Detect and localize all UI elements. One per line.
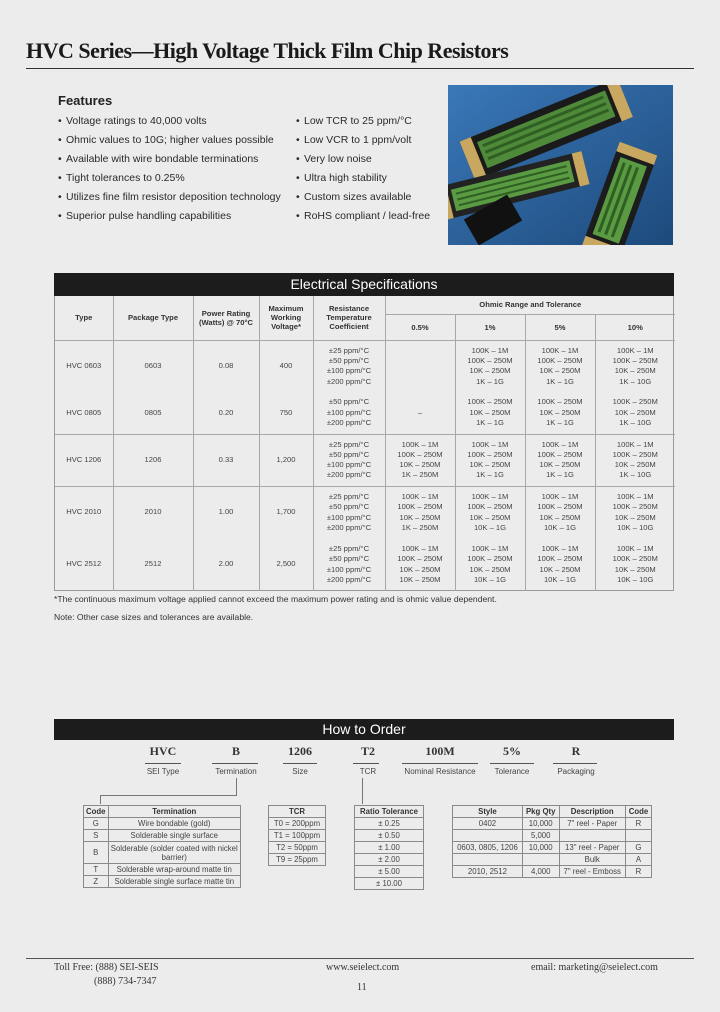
order-label-resistance: Nominal Resistance (404, 767, 476, 776)
tolerance-option: ± 10.00 (355, 878, 424, 890)
packaging-cell: 2010, 2512 (453, 866, 523, 878)
connector-line (236, 778, 237, 796)
termination-code-header: Code (84, 806, 109, 818)
spec-value: 100K – 1M (616, 439, 654, 449)
spec-tol-1 (455, 486, 525, 538)
termination-code: B (84, 842, 109, 864)
packaging-cell: 7" reel - Emboss (559, 866, 625, 878)
tcr-option: T0 = 200ppm (269, 818, 326, 830)
spec-value: 100K – 1M (401, 543, 439, 553)
spec-value: 1K – 1G (476, 470, 504, 480)
packaging-cell: 10,000 (522, 818, 559, 830)
other-sizes-note: Note: Other case sizes and tolerances are available. (54, 612, 254, 622)
packaging-cell: 0603, 0805, 1206 (453, 842, 523, 854)
feature-item: • Tight tolerances to 0.25% (66, 171, 281, 190)
packaging-cell (625, 830, 651, 842)
spec-value: ±200 ppm/°C (326, 418, 372, 428)
termination-table (83, 805, 241, 888)
spec-row (55, 486, 675, 538)
spec-value: ±25 ppm/°C (328, 492, 370, 502)
col-type: Type (75, 313, 93, 323)
spec-value: ±100 ppm/°C (326, 460, 372, 470)
packaging-cell: 0402 (453, 818, 523, 830)
order-code-tcr: T2 (360, 744, 375, 758)
spec-value: ±50 ppm/°C (328, 502, 370, 512)
spec-value: 1K – 10G (619, 376, 652, 386)
feature-item: • Ultra high stability (304, 171, 430, 190)
spec-row (55, 340, 675, 392)
table-row (84, 864, 241, 876)
spec-value: 10K – 250M (469, 512, 511, 522)
code-underline (145, 763, 181, 764)
footer-rule (26, 958, 694, 959)
spec-package: 0805 (113, 392, 193, 434)
spec-tol-10 (595, 340, 675, 392)
order-code-tolerance: 5% (503, 744, 521, 758)
col-tcr: Resistance Temperature Coefficient (313, 296, 385, 340)
feature-item: • Custom sizes available (304, 190, 430, 209)
feature-item: • Low TCR to 25 ppm/°C (304, 114, 430, 133)
spec-power: 0.20 (193, 392, 259, 434)
tcr-header: TCR (269, 806, 326, 818)
spec-value: 100K – 250M (467, 502, 513, 512)
spec-value: ±200 ppm/°C (326, 376, 372, 386)
spec-value: ±100 ppm/°C (326, 512, 372, 522)
feature-item: • Voltage ratings to 40,000 volts (66, 114, 281, 133)
spec-value: 10K – 250M (469, 564, 511, 574)
tolerance-option: ± 0.25 (355, 818, 424, 830)
feature-item: • Ohmic values to 10G; higher values possible (66, 133, 281, 152)
spec-value: 100K – 250M (467, 356, 513, 366)
spec-voltage: 400 (259, 340, 313, 392)
tolerance-option: ± 5.00 (355, 866, 424, 878)
spec-value: ±50 ppm/°C (328, 554, 370, 564)
termination-desc: Solderable (solder coated with nickel barrier) (108, 842, 241, 864)
spec-value: 10K – 250M (614, 460, 656, 470)
features-heading: Features (58, 93, 113, 108)
spec-value: ±25 ppm/°C (328, 439, 370, 449)
footer-email-link[interactable]: email: marketing@seielect.com (531, 962, 658, 973)
spec-value: 10K – 1G (543, 574, 577, 584)
order-code-termination: B (231, 744, 240, 758)
spec-row (55, 434, 675, 486)
packaging-cell: Bulk (559, 854, 625, 866)
code-underline (553, 763, 597, 764)
table-row (453, 854, 652, 866)
spec-value: 100K – 250M (537, 502, 583, 512)
spec-value: 100K – 250M (397, 502, 443, 512)
spec-tol-10 (595, 538, 675, 590)
col-tol-1: 1% (455, 314, 525, 340)
spec-value: 100K – 1M (471, 439, 509, 449)
spec-value: 100K – 250M (612, 397, 658, 407)
spec-type: HVC 0603 (55, 340, 113, 392)
spec-value: 100K – 1M (471, 345, 509, 355)
packaging-cell (453, 830, 523, 842)
termination-code: S (84, 830, 109, 842)
col-ohmic-range: Ohmic Range and Tolerance (385, 296, 675, 314)
spec-value: 10K – 250M (539, 407, 581, 417)
spec-value: ±50 ppm/°C (328, 449, 370, 459)
packaging-cell: 7" reel - Paper (559, 818, 625, 830)
how-to-order-heading: How to Order (54, 719, 674, 740)
spec-value: ±100 ppm/°C (326, 564, 372, 574)
tolerance-option: ± 0.50 (355, 830, 424, 842)
feature-item: • Utilizes fine film resistor deposition technology (66, 190, 281, 209)
spec-value: 10K – 250M (399, 564, 441, 574)
termination-header: Termination (108, 806, 241, 818)
order-label-size: Size (292, 767, 308, 776)
tolerance-header: Ratio Tolerance (355, 806, 424, 818)
table-row (84, 842, 241, 864)
table-row (453, 818, 652, 830)
spec-value: 1K – 10G (619, 470, 652, 480)
spec-value: 100K – 250M (612, 449, 658, 459)
order-label-packaging: Packaging (557, 767, 595, 776)
electrical-specs-heading: Electrical Specifications (54, 273, 674, 296)
spec-tol-05 (385, 538, 455, 590)
spec-row (55, 392, 675, 434)
spec-value: 100K – 250M (467, 397, 513, 407)
packaging-cell: 5,000 (522, 830, 559, 842)
packaging-cell: A (625, 854, 651, 866)
packaging-cell: 13" reel - Paper (559, 842, 625, 854)
spec-type: HVC 1206 (55, 434, 113, 486)
order-label-type: SEI Type (146, 767, 180, 776)
spec-value: 1K – 1G (476, 418, 504, 428)
order-code-type: HVC (149, 744, 177, 758)
spec-tol-10 (595, 392, 675, 434)
electrical-specs-table (54, 296, 674, 591)
spec-tol-5 (525, 340, 595, 392)
spec-value: 100K – 250M (397, 554, 443, 564)
spec-tol-05 (385, 340, 455, 392)
spec-value: 100K – 250M (467, 554, 513, 564)
spec-type: HVC 2512 (66, 559, 102, 569)
tolerance-option: ± 1.00 (355, 842, 424, 854)
spec-value: ±25 ppm/°C (328, 345, 370, 355)
order-code-resistance: 100M (425, 744, 455, 758)
spec-voltage: 750 (259, 392, 313, 434)
spec-tol-1 (455, 340, 525, 392)
spec-tcr (313, 340, 385, 392)
order-label-termination: Termination (215, 767, 257, 776)
spec-value: 100K – 250M (612, 502, 658, 512)
col-tol-10: 10% (595, 314, 675, 340)
connector-line (100, 795, 237, 796)
spec-tcr (313, 392, 385, 434)
spec-value: 10K – 250M (614, 512, 656, 522)
spec-tol-05 (385, 486, 455, 538)
table-row (84, 818, 241, 830)
spec-value: 10K – 1G (473, 522, 507, 532)
spec-value: 1K – 1G (546, 418, 574, 428)
footer-toll-free: Toll Free: (888) SEI-SEIS (54, 962, 159, 973)
spec-tcr (313, 486, 385, 538)
code-underline (353, 763, 379, 764)
termination-desc: Wire bondable (gold) (108, 818, 241, 830)
termination-code: T (84, 864, 109, 876)
spec-value: 100K – 1M (616, 492, 654, 502)
spec-value: 100K – 1M (401, 492, 439, 502)
spec-value: ±50 ppm/°C (328, 397, 370, 407)
termination-desc: Solderable single surface matte tin (108, 876, 241, 888)
col-package: Package Type (113, 296, 193, 340)
tolerance-option: ± 2.00 (355, 854, 424, 866)
packaging-cell: 10,000 (522, 842, 559, 854)
spec-value: 10K – 1G (543, 522, 577, 532)
col-power: Power Rating (Watts) @ 70°C (193, 296, 259, 340)
spec-value: 10K – 250M (614, 366, 656, 376)
feature-item: • Superior pulse handling capabilities (66, 209, 281, 228)
packaging-cell: R (625, 866, 651, 878)
spec-value: – (417, 407, 423, 417)
spec-value: 10K – 250M (469, 407, 511, 417)
spec-value: 100K – 250M (537, 397, 583, 407)
spec-value: ±200 ppm/°C (326, 574, 372, 584)
spec-value: 100K – 250M (537, 356, 583, 366)
order-label-tolerance: Tolerance (494, 767, 530, 776)
spec-tol-10 (595, 434, 675, 486)
spec-value: 100K – 1M (541, 492, 579, 502)
voltage-footnote: *The continuous maximum voltage applied cannot exceed the maximum power rating and is ohmic value dependent. (54, 594, 497, 604)
spec-value: ±50 ppm/°C (328, 356, 370, 366)
spec-value: 10K – 250M (539, 512, 581, 522)
features-list-right (304, 114, 430, 228)
spec-value: 1K – 1G (546, 376, 574, 386)
feature-item: • Low VCR to 1 ppm/volt (304, 133, 430, 152)
table-row (453, 830, 652, 842)
table-row (453, 866, 652, 878)
spec-value: ±200 ppm/°C (326, 470, 372, 480)
tolerance-table (354, 805, 424, 890)
spec-package: 0603 (113, 340, 193, 392)
col-tol-5: 5% (525, 314, 595, 340)
spec-value: 10K – 250M (399, 512, 441, 522)
tcr-option: T1 = 100ppm (269, 830, 326, 842)
spec-power: 0.33 (193, 434, 259, 486)
spec-value: 100K – 1M (616, 543, 654, 553)
spec-value: 1K – 250M (401, 522, 439, 532)
code-underline (490, 763, 534, 764)
spec-power: 0.08 (193, 340, 259, 392)
packaging-cell (522, 854, 559, 866)
title-rule (26, 68, 694, 69)
spec-tcr (313, 538, 385, 590)
code-underline (283, 763, 317, 764)
spec-value: 100K – 1M (541, 439, 579, 449)
spec-type: HVC 2010 (55, 486, 113, 538)
packaging-style-header: Style (453, 806, 523, 818)
tcr-table (268, 805, 326, 866)
spec-value: 1K – 10G (619, 418, 652, 428)
spec-value: 100K – 1M (541, 543, 579, 553)
spec-row (55, 538, 675, 590)
feature-item: • RoHS compliant / lead-free (304, 209, 430, 228)
spec-value: 10K – 250M (399, 574, 441, 584)
packaging-table (452, 805, 652, 878)
packaging-code-header: Code (625, 806, 651, 818)
footer-phone: (888) 734-7347 (94, 976, 157, 987)
packaging-cell (559, 830, 625, 842)
page-number: 11 (357, 982, 367, 993)
code-underline (212, 763, 258, 764)
spec-value: 10K – 250M (614, 564, 656, 574)
spec-value: 10K – 250M (539, 564, 581, 574)
termination-code: G (84, 818, 109, 830)
order-code-packaging: R (571, 744, 581, 758)
spec-value: 100K – 1M (471, 492, 509, 502)
connector-line (100, 795, 101, 804)
order-code-size: 1206 (288, 744, 312, 758)
footer-website-link[interactable]: www.seielect.com (326, 962, 400, 973)
spec-value: ±100 ppm/°C (326, 407, 372, 417)
page-title: HVC Series—High Voltage Thick Film Chip Resistors (26, 38, 509, 63)
spec-tol-05 (385, 392, 455, 434)
spec-package: 2010 (113, 486, 193, 538)
spec-value: 10K – 250M (469, 366, 511, 376)
spec-value: 100K – 1M (616, 345, 654, 355)
termination-desc: Solderable wrap-around matte tin (108, 864, 241, 876)
spec-value: 10K – 250M (539, 366, 581, 376)
spec-voltage: 1,700 (259, 486, 313, 538)
spec-value: ±25 ppm/°C (328, 543, 370, 553)
spec-value: 10K – 10G (617, 574, 654, 584)
product-photo (448, 85, 673, 245)
tcr-option: T9 = 25ppm (269, 854, 326, 866)
packaging-desc-header: Description (559, 806, 625, 818)
spec-value: 1K – 1G (476, 376, 504, 386)
spec-tol-05 (385, 434, 455, 486)
spec-power: 2.00 (193, 538, 259, 590)
code-underline (402, 763, 478, 764)
spec-value: 100K – 250M (467, 449, 513, 459)
spec-value: 100K – 250M (537, 554, 583, 564)
spec-value: 10K – 250M (469, 460, 511, 470)
packaging-qty-header: Pkg Qty (522, 806, 559, 818)
packaging-cell: 4,000 (522, 866, 559, 878)
spec-voltage: 2,500 (259, 538, 313, 590)
spec-type: HVC 0805 (66, 407, 102, 417)
packaging-cell: R (625, 818, 651, 830)
order-label-tcr: TCR (359, 767, 377, 776)
packaging-cell: G (625, 842, 651, 854)
spec-tol-5 (525, 392, 595, 434)
spec-value: 10K – 250M (614, 407, 656, 417)
spec-package: 1206 (113, 434, 193, 486)
spec-value: 100K – 250M (612, 554, 658, 564)
table-row (453, 842, 652, 854)
connector-line (362, 778, 363, 804)
features-list-left (66, 114, 281, 228)
spec-value: 1K – 1G (546, 470, 574, 480)
spec-power: 1.00 (193, 486, 259, 538)
spec-package: 2512 (113, 538, 193, 590)
spec-value: 1K – 250M (401, 470, 439, 480)
spec-tol-1 (455, 538, 525, 590)
packaging-cell (453, 854, 523, 866)
spec-value: 10K – 10G (617, 522, 654, 532)
resistor-chips-image (448, 85, 673, 245)
spec-tol-1 (455, 434, 525, 486)
spec-value: 10K – 250M (399, 460, 441, 470)
col-voltage: Maximum Working Voltage* (259, 296, 313, 340)
feature-item: • Available with wire bondable terminations (66, 152, 281, 171)
spec-value: 10K – 1G (473, 574, 507, 584)
spec-tol-5 (525, 538, 595, 590)
termination-code: Z (84, 876, 109, 888)
feature-item: • Very low noise (304, 152, 430, 171)
spec-value: 100K – 250M (537, 449, 583, 459)
spec-voltage: 1,200 (259, 434, 313, 486)
spec-value: 100K – 250M (397, 449, 443, 459)
table-row (84, 830, 241, 842)
spec-value: 100K – 1M (471, 543, 509, 553)
spec-tol-1 (455, 392, 525, 434)
tcr-option: T2 = 50ppm (269, 842, 326, 854)
spec-value: 10K – 250M (539, 460, 581, 470)
spec-tol-5 (525, 434, 595, 486)
spec-tol-10 (595, 486, 675, 538)
table-row (84, 876, 241, 888)
spec-tcr (313, 434, 385, 486)
spec-value: 100K – 250M (612, 356, 658, 366)
spec-value: 100K – 1M (541, 345, 579, 355)
spec-value: ±200 ppm/°C (326, 522, 372, 532)
spec-value: 100K – 1M (401, 439, 439, 449)
termination-desc: Solderable single surface (108, 830, 241, 842)
spec-tol-5 (525, 486, 595, 538)
spec-value: ±100 ppm/°C (326, 366, 372, 376)
col-tol-05: 0.5% (385, 314, 455, 340)
